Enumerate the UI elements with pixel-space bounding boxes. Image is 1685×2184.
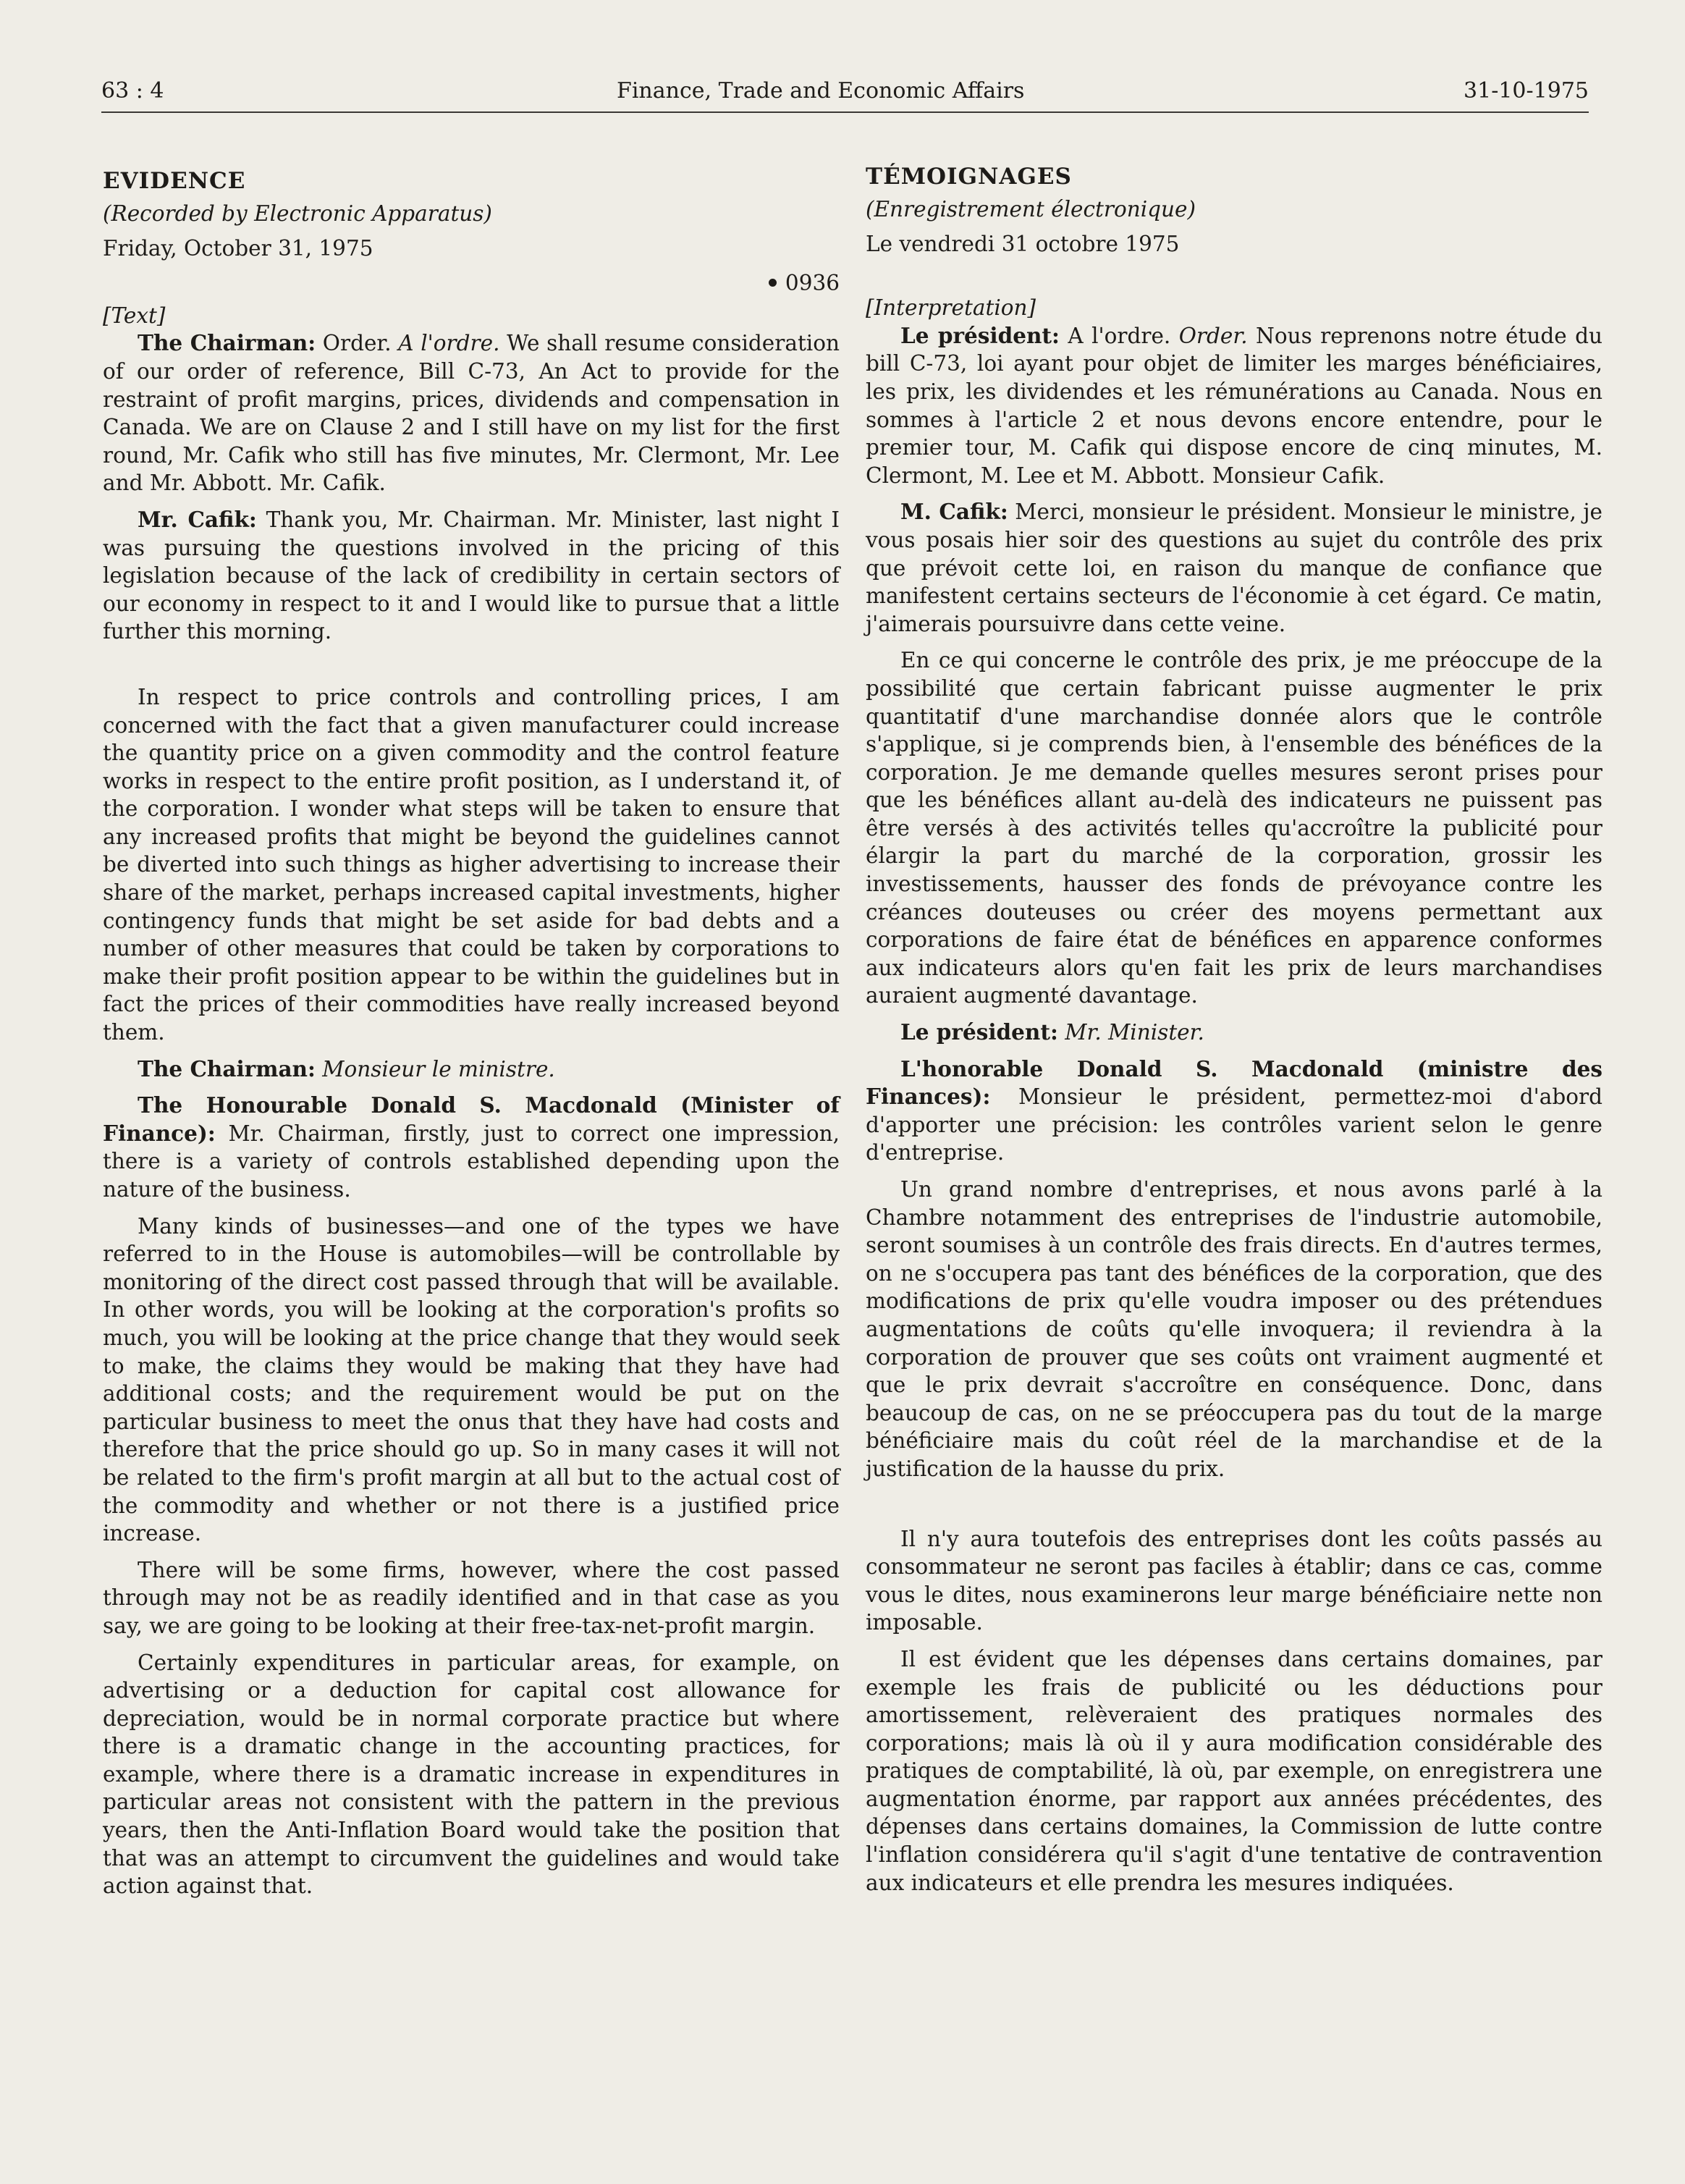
paragraph: There will be some firms, however, where the cost passed through may not be as readily identified and in that case as you say, we are going to be looking at their free-tax-net-profit margin. <box>103 1557 840 1638</box>
paragraph: Le président: Mr. Minister. <box>900 1019 1204 1045</box>
speaker-name: Mr. Cafik: <box>138 506 257 532</box>
running-header <box>101 75 1589 113</box>
speaker-name: The Chairman: <box>138 1055 316 1082</box>
paragraph: The Chairman: Monsieur le ministre. <box>138 1055 555 1082</box>
issue-date: 31-10-1975 <box>1464 78 1589 104</box>
paragraph: The Chairman: Order. A l'ordre. We shall resume consideration of our order of reference, Bill C-73, An Act to provide for the restraint of profit margins, prices, dividends and compensation in Canada. We are on Clause 2 and I still have on my list for the first round, Mr. Cafik who still has five minutes, Mr. Clermont, Mr. Lee and Mr. Abbott. Mr. Cafik. <box>103 330 840 496</box>
english-column <box>103 165 840 1900</box>
page-number: 63 : 4 <box>101 78 164 104</box>
french-column <box>866 161 1602 1897</box>
sitting-date: Friday, October 31, 1975 <box>103 235 373 261</box>
language-tag: [Interpretation] <box>866 295 1036 321</box>
recording-note: (Enregistrement électronique) <box>866 197 1196 222</box>
paragraph: En ce qui concerne le contrôle des prix, je me préoccupe de la possibilité que certain fabricant puisse augmenter le prix quantitatif d'une marchandise donnée alors que le contrôle s'applique, si je comprends bien, à l'ensemble des bénéfices de la corporation. Je me demande quelles mesures seront prises pour que les bénéfices allant au-delà des indicateurs ne puissent pas être versés à des activités telles qu'accroître la publicité pour élargir la part du marché de la corporation, grossir les investissements, hausser des fonds de prévoyance contre les créances douteuses ou créer des moyens permettant aux corporations de faire état de bénéfices en apparence conformes aux indicateurs alors qu'en fait les prix de leurs marchandises auraient augmenté davantage. <box>866 648 1602 1008</box>
paragraph: Le président: A l'ordre. Order. Nous reprenons notre étude du bill C-73, loi ayant pour objet de limiter les marges bénéficiaires, les prix, les dividendes et les rémunérations au Canada. Nous en sommes à l'article 2 et nous devons encore entendre, pour le premier tour, M. Cafik qui dispose encore de cinq minutes, M. Clermont, M. Lee et M. Abbott. Monsieur Cafik. <box>866 322 1602 488</box>
paragraph: Un grand nombre d'entreprises, et nous avons parlé à la Chambre notamment des entreprises de l'industrie automobile, seront soumises à un contrôle des frais directs. En d'autres termes, on ne s'occupera pas tant des bénéfices de la corporation, que des modifications de prix qu'elle voudra imposer ou des prétendues augmentations de coûts qu'elle invoquera; il reviendra à la corporation de prouver que ses coûts ont vraiment augmenté et que le prix devrait s'accroître en conséquence. Donc, dans beaucoup de cas, on ne se préoccupera pas du tout de la marge bénéficiaire mais du coût réel de la marchandise et de la justification de la hausse du prix. <box>866 1177 1602 1481</box>
speaker-name: Le président: <box>900 1019 1058 1045</box>
bullet-icon <box>769 279 777 287</box>
speaker-name: The Honourable Donald S. Macdonald (Minister of Finance): <box>103 1092 840 1146</box>
speaker-name: M. Cafik: <box>900 499 1008 525</box>
paragraph: Il est évident que les dépenses dans certains domaines, par exemple les frais de publicité ou les déductions pour amortissement, relèveraient des pratiques normales des corporations; mais là où il y aura modification considérable des pratiques de comptabilité, là où, par exemple, on enregistrera une augmentation énorme, par rapport aux années précédentes, des dépenses dans certains domaines, la Commission de lutte contre l'inflation considérera qu'il s'agit d'une tentative de contravention aux indicateurs et elle prendra les mesures indiquées. <box>866 1646 1602 1895</box>
paragraph: Il n'y aura toutefois des entreprises dont les coûts passés au consommateur ne seront pas faciles à établir; dans ce cas, comme vous le dites, nous examinerons leur marge bénéficiaire nette non imposable. <box>866 1526 1602 1635</box>
recording-note: (Recorded by Electronic Apparatus) <box>103 201 492 226</box>
paragraph: M. Cafik: Merci, monsieur le président. Monsieur le ministre, je vous posais hier soir des questions au sujet du contrôle des prix que prévoit cette loi, en raison du manque de confiance que manifestent certains secteurs de l'économie à cet égard. Ce matin, j'aimerais poursuivre dans cette veine. <box>866 499 1602 636</box>
paragraph: The Honourable Donald S. Macdonald (Minister of Finance): Mr. Chairman, firstly, just to correct one impression, there is a variety of controls established depending upon the nature of the business. <box>103 1092 840 1202</box>
paragraph: Mr. Cafik: Thank you, Mr. Chairman. Mr. Minister, last night I was pursuing the questions involved in the pricing of this legislation because of the lack of credibility in certain sectors of our economy in respect to it and I would like to pursue that a little further this morning. <box>103 506 840 644</box>
language-tag: [Text] <box>103 303 166 328</box>
speaker-name: L'honorable Donald S. Macdonald (ministre des Finances): <box>866 1055 1602 1110</box>
speaker-name: Le président: <box>900 322 1060 348</box>
time-value: 0936 <box>785 271 840 296</box>
paragraph: L'honorable Donald S. Macdonald (ministre des Finances): Monsieur le président, permettez-moi d'abord d'apporter une précision: les contrôles varient selon le genre d'entreprise. <box>866 1055 1602 1165</box>
section-heading: TÉMOIGNAGES <box>866 164 1072 190</box>
time-stamp <box>103 269 840 298</box>
section-heading: EVIDENCE <box>103 168 246 194</box>
speaker-name: The Chairman: <box>138 330 316 356</box>
paragraph: Many kinds of businesses—and one of the types we have referred to in the House is automobiles—will be controllable by monitoring of the direct cost passed through that will be available. In other words, you will be looking at the corporation's profits so much, you will be looking at the price change that they would seek to make, the claims they would be making that they have had additional costs; and the requirement would be put on the particular business to meet the onus that they have had costs and therefore that the price should go up. So in many cases it will not be related to the firm's profit margin at all but to the actual cost of the commodity and whether or not there is a justified price increase. <box>103 1213 840 1546</box>
paragraph: Certainly expenditures in particular areas, for example, on advertising or a deduction for capital cost allowance for depreciation, would be in normal corporate practice but where there is a dramatic change in the accounting practices, for example, where there is a dramatic increase in expenditures in particular areas not consistent with the pattern in the previous years, then the Anti-Inflation Board would take the position that that was an attempt to circumvent the guidelines and would take action against that. <box>103 1650 840 1899</box>
sitting-date: Le vendredi 31 octobre 1975 <box>866 231 1180 256</box>
paragraph: In respect to price controls and controlling prices, I am concerned with the fact that a given manufacturer could increase the quantity price on a given commodity and the control feature works in respect to the entire profit position, as I understand it, of the corporation. I wonder what steps will be taken to ensure that any increased profits that might be beyond the guidelines cannot be diverted into such things as higher advertising to increase their share of the market, perhaps increased capital investments, higher contingency funds that might be set aside for bad debts and a number of other measures that could be taken by corporations to make their profit position appear to be within the guidelines but in fact the prices of their commodities have really increased beyond them. <box>103 684 840 1045</box>
publication-title: Finance, Trade and Economic Affairs <box>617 78 1025 104</box>
